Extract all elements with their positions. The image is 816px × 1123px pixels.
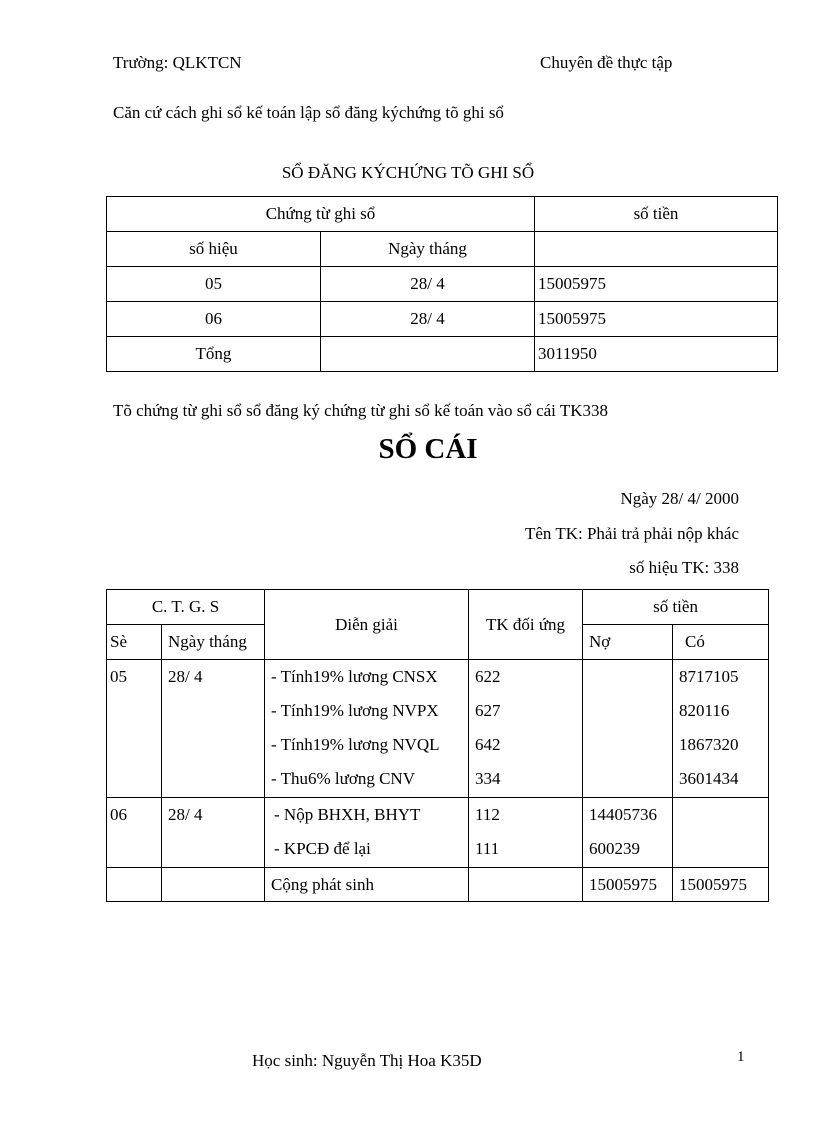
- ledger-line-debit: [589, 762, 672, 796]
- ledger-line-desc: - Tính19% lương CNSX: [271, 667, 438, 686]
- ledger-line-account: 334: [475, 769, 501, 788]
- ledger-row-no: 05: [110, 667, 127, 686]
- ledger-total-label: Cộng phát sinh: [265, 868, 469, 902]
- ledger-empty-cell: [469, 868, 583, 902]
- register-row-amount: 15005975: [535, 302, 778, 337]
- ledger-account-name: Tên TK: Phải trả phải nộp khác: [524, 524, 739, 543]
- ledger-line-debit: [589, 694, 672, 728]
- ledger-row-date: 28/ 4: [168, 667, 203, 686]
- ledger-col-amount: số tiền: [583, 590, 769, 625]
- table-row-total: [107, 868, 769, 902]
- ledger-line-debit: 600239: [589, 839, 641, 858]
- register-table: [106, 196, 778, 372]
- register-col-number: số hiệu: [107, 232, 321, 267]
- ledger-col-date: Ngày tháng: [162, 625, 265, 660]
- table-row: [107, 302, 778, 337]
- ledger-account-number: số hiệu TK: 338: [629, 558, 739, 577]
- register-total-amount: 3011950: [535, 337, 778, 372]
- ledger-row-no: 06: [110, 805, 127, 824]
- register-row-amount: 15005975: [535, 267, 778, 302]
- register-col-date: Ngày tháng: [321, 232, 535, 267]
- register-title: SỔ ĐĂNG KÝCHỨNG TÕ GHI SỔ: [281, 163, 535, 182]
- ledger-row-date: 28/ 4: [168, 805, 203, 824]
- ledger-table: [106, 589, 769, 902]
- register-row-number: 06: [107, 302, 321, 337]
- ledger-empty-cell: [107, 868, 162, 902]
- ledger-col-account: TK đối ứng: [469, 590, 583, 660]
- ledger-line-account: 642: [475, 735, 501, 754]
- ledger-line-credit: [679, 798, 768, 832]
- ledger-line-account: 627: [475, 701, 501, 720]
- ledger-col-credit: Có: [673, 625, 769, 660]
- footer-page-number: 1: [737, 1049, 745, 1065]
- header-topic: Chuyên đề thực tập: [540, 53, 673, 72]
- register-row-date: 28/ 4: [321, 267, 535, 302]
- ledger-line-desc: - Thu6% lương CNV: [271, 769, 415, 788]
- ledger-line-account: 112: [475, 805, 500, 824]
- table-row: [107, 267, 778, 302]
- register-row-number: 05: [107, 267, 321, 302]
- table-row-group-06: [107, 798, 769, 868]
- register-col-amount: số tiền: [535, 197, 778, 232]
- ledger-line-credit: 3601434: [679, 769, 739, 788]
- ledger-line-account: 622: [475, 667, 501, 686]
- ledger-title: SỔ CÁI: [378, 433, 478, 465]
- ledger-line-desc: - Tính19% lương NVQL: [271, 735, 440, 754]
- footer-student: Học sinh: Nguyễn Thị Hoa K35D: [252, 1051, 482, 1070]
- ledger-total-credit: 15005975: [673, 868, 769, 902]
- register-empty-cell: [535, 232, 778, 267]
- ledger-total-debit: 15005975: [583, 868, 673, 902]
- ledger-intro: Tõ chứng từ ghi sổ sổ đăng ký chứng từ ghi sổ kế toán vào sổ cái TK338: [113, 401, 609, 420]
- ledger-empty-cell: [162, 868, 265, 902]
- ledger-line-credit: 8717105: [679, 667, 739, 686]
- ledger-col-no: Sè: [107, 625, 162, 660]
- ledger-line-debit: [589, 728, 672, 762]
- ledger-line-credit: 1867320: [679, 735, 739, 754]
- register-row-date: 28/ 4: [321, 302, 535, 337]
- ledger-col-ctgs: C. T. G. S: [107, 590, 265, 625]
- ledger-line-account: 111: [475, 839, 500, 858]
- ledger-line-desc: - Nộp BHXH, BHYT: [274, 805, 421, 824]
- ledger-date: Ngày 28/ 4/ 2000: [620, 489, 739, 508]
- ledger-line-debit: 14405736: [589, 805, 658, 824]
- ledger-line-desc: - Tính19% lương NVPX: [271, 701, 439, 720]
- register-empty-cell: [321, 337, 535, 372]
- ledger-col-debit: Nợ: [583, 625, 673, 660]
- ledger-col-desc: Diễn giải: [265, 590, 469, 660]
- ledger-line-credit: [679, 832, 768, 866]
- table-row-total: [107, 337, 778, 372]
- table-row-group-05: [107, 660, 769, 798]
- ledger-line-credit: 820116: [679, 701, 730, 720]
- intro-text: Căn cứ cách ghi sổ kế toán lập sổ đăng kýchứng tõ ghi sổ: [113, 103, 504, 122]
- ledger-line-desc: - KPCĐ để lại: [274, 839, 371, 858]
- ledger-line-debit: [589, 660, 672, 694]
- register-total-label: Tổng: [107, 337, 321, 372]
- header-school: Trường: QLKTCN: [113, 53, 242, 72]
- register-col-group: Chứng từ ghi sổ: [107, 197, 535, 232]
